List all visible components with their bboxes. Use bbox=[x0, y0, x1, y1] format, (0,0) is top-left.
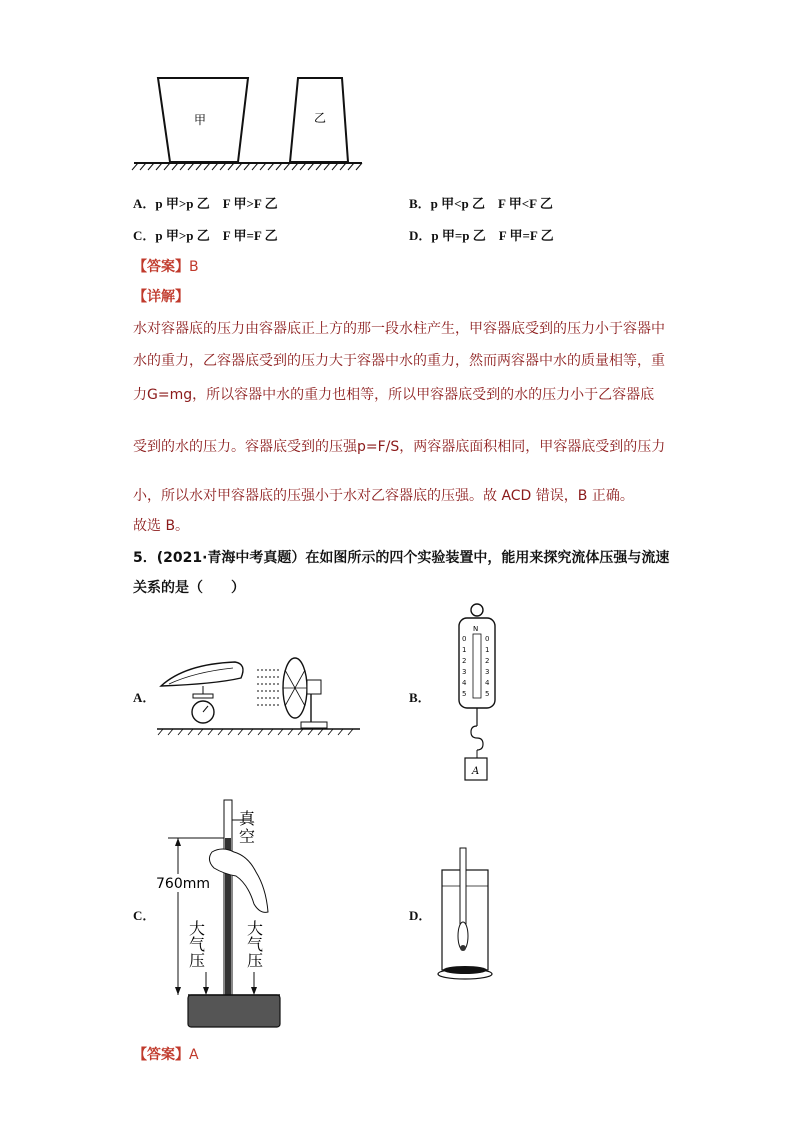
containers-figure bbox=[130, 70, 370, 175]
container-jia-label: 甲 bbox=[194, 113, 207, 127]
weight-label: A bbox=[472, 766, 480, 777]
tick-left-5: 5 bbox=[462, 690, 467, 698]
vacuum-label: 真空 bbox=[236, 810, 256, 846]
detail-line-1: 水对容器底的压力由容器底正上方的那一段水柱产生，甲容器底受到的压力小于容器中 bbox=[133, 321, 665, 337]
tick-left-0: 0 bbox=[462, 635, 467, 643]
tick-left-1: 1 bbox=[462, 646, 467, 654]
option-q5-d: D． bbox=[409, 908, 432, 923]
detail-line-5: 小，所以水对甲容器底的压强小于水对乙容器底的压强。故 ACD 错误，B 正确。 bbox=[133, 488, 634, 504]
tick-right-1: 1 bbox=[485, 646, 490, 654]
option-q4-d: D．p 甲=p 乙 F 甲=F 乙 bbox=[409, 228, 554, 243]
detail-tag: 【详解】 bbox=[133, 289, 189, 305]
torricelli-figure bbox=[150, 790, 290, 1035]
detail-line-4: 受到的水的压力。容器底受到的压强p=F/S，两容器底面积相同，甲容器底受到的压力 bbox=[133, 439, 666, 455]
height-label: 760mm bbox=[156, 876, 210, 892]
spring-balance-figure bbox=[450, 600, 510, 785]
option-q5-c: C． bbox=[133, 908, 156, 923]
tick-left-3: 3 bbox=[462, 668, 467, 676]
tick-right-2: 2 bbox=[485, 657, 490, 665]
answer-q4: 【答案】B bbox=[133, 259, 199, 275]
option-q4-a: A．p 甲>p 乙 F 甲>F 乙 bbox=[133, 196, 278, 211]
hand-icon bbox=[209, 849, 268, 912]
tick-right-0: 0 bbox=[485, 635, 490, 643]
option-q4-b: B．p 甲<p 乙 F 甲<F 乙 bbox=[409, 196, 553, 211]
answer-q5: 【答案】A bbox=[133, 1047, 199, 1063]
tick-left-2: 2 bbox=[462, 657, 467, 665]
tick-right-3: 3 bbox=[485, 668, 490, 676]
option-q4-c: C．p 甲>p 乙 F 甲=F 乙 bbox=[133, 228, 278, 243]
option-q5-a: A． bbox=[133, 690, 156, 705]
detail-line-6: 故选 B。 bbox=[133, 518, 190, 534]
detail-line-3: 力G=mg，所以容器中水的重力也相等，所以甲容器底受到的水的压力小于乙容器底 bbox=[133, 387, 655, 403]
tick-left-4: 4 bbox=[462, 679, 467, 687]
atm-right-label: 大气压 bbox=[244, 920, 264, 968]
option-q5-b: B． bbox=[409, 690, 431, 705]
wing-fan-figure bbox=[155, 650, 365, 740]
detail-line-2: 水的重力，乙容器底受到的压力大于容器中水的重力，然而两容器中水的质量相等，重 bbox=[133, 353, 665, 369]
atm-left-label: 大气压 bbox=[186, 920, 206, 968]
container-yi-label: 乙 bbox=[314, 111, 327, 125]
densimeter-figure bbox=[432, 840, 502, 985]
scale-unit: N bbox=[473, 625, 479, 633]
tick-right-4: 4 bbox=[485, 679, 490, 687]
tick-right-5: 5 bbox=[485, 690, 490, 698]
question5-line2: 关系的是（ ） bbox=[133, 580, 245, 596]
question5-line1: 5．(2021·青海中考真题）在如图所示的四个实验装置中，能用来探究流体压强与流速 bbox=[133, 550, 670, 566]
